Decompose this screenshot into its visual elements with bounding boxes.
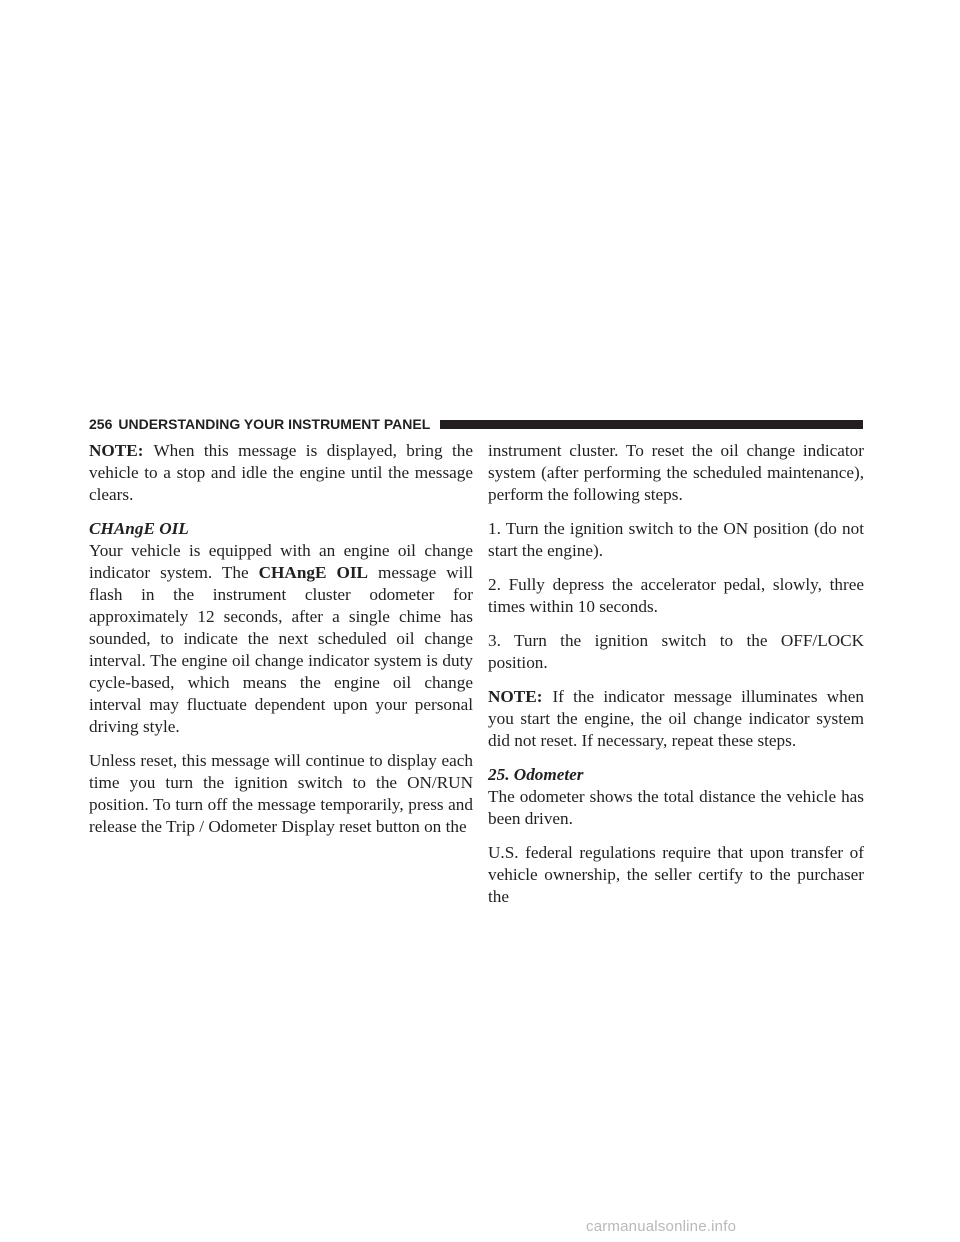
right-column [488, 440, 864, 908]
page-number: 256 [89, 416, 113, 432]
change-oil-heading: CHAngE OIL [89, 519, 189, 538]
reset-paragraph: Unless reset, this message will continue to display each time you turn the ignition switch to the ON/RUN position. To turn off the message temporarily, press and release the Trip / Odometer Display reset button on the [89, 751, 473, 836]
note-text-2: If the indicator message illuminates when you start the engine, the oil change indicator system did not reset. If necessary, repeat these steps. [488, 687, 864, 750]
left-column [89, 440, 473, 838]
page-header [89, 417, 863, 432]
header-rule [440, 420, 863, 429]
step-3: 3. Turn the ignition switch to the OFF/LOCK position. [488, 631, 864, 672]
change-oil-bold: CHAngE OIL [258, 563, 368, 582]
change-oil-paragraph [89, 540, 473, 738]
step-2: 2. Fully depress the accelerator pedal, slowly, three times within 10 seconds. [488, 575, 864, 616]
note-paragraph [89, 440, 473, 506]
note-label-2: NOTE: [488, 687, 543, 706]
note-paragraph-2 [488, 686, 864, 752]
watermark: carmanualsonline.info [586, 1218, 737, 1235]
note-label: NOTE: [89, 441, 144, 460]
odometer-heading: 25. Odometer [488, 765, 584, 784]
federal-paragraph: U.S. federal regulations require that upon transfer of vehicle ownership, the seller certify to the purchaser the [488, 843, 864, 906]
change-oil-text-a: Your vehicle is equipped with an engine oil change indicator system. The [89, 541, 473, 582]
change-oil-text-b: message will flash in the instrument cluster odometer for approximately 12 seconds, after a single chime has sounded, to indicate the next scheduled oil change interval. The engine oil change indicator system is duty cycle-based, which means the engine oil change interval may fluctuate dependent upon your personal driving style. [89, 563, 474, 736]
step-1: 1. Turn the ignition switch to the ON position (do not start the engine). [488, 519, 864, 560]
odometer-paragraph: The odometer shows the total distance the vehicle has been driven. [488, 787, 864, 828]
note-text: When this message is displayed, bring the vehicle to a stop and idle the engine until the message clears. [89, 441, 473, 504]
section-title: UNDERSTANDING YOUR INSTRUMENT PANEL [118, 416, 431, 432]
continued-paragraph: instrument cluster. To reset the oil change indicator system (after performing the scheduled maintenance), perform the following steps. [488, 441, 864, 504]
